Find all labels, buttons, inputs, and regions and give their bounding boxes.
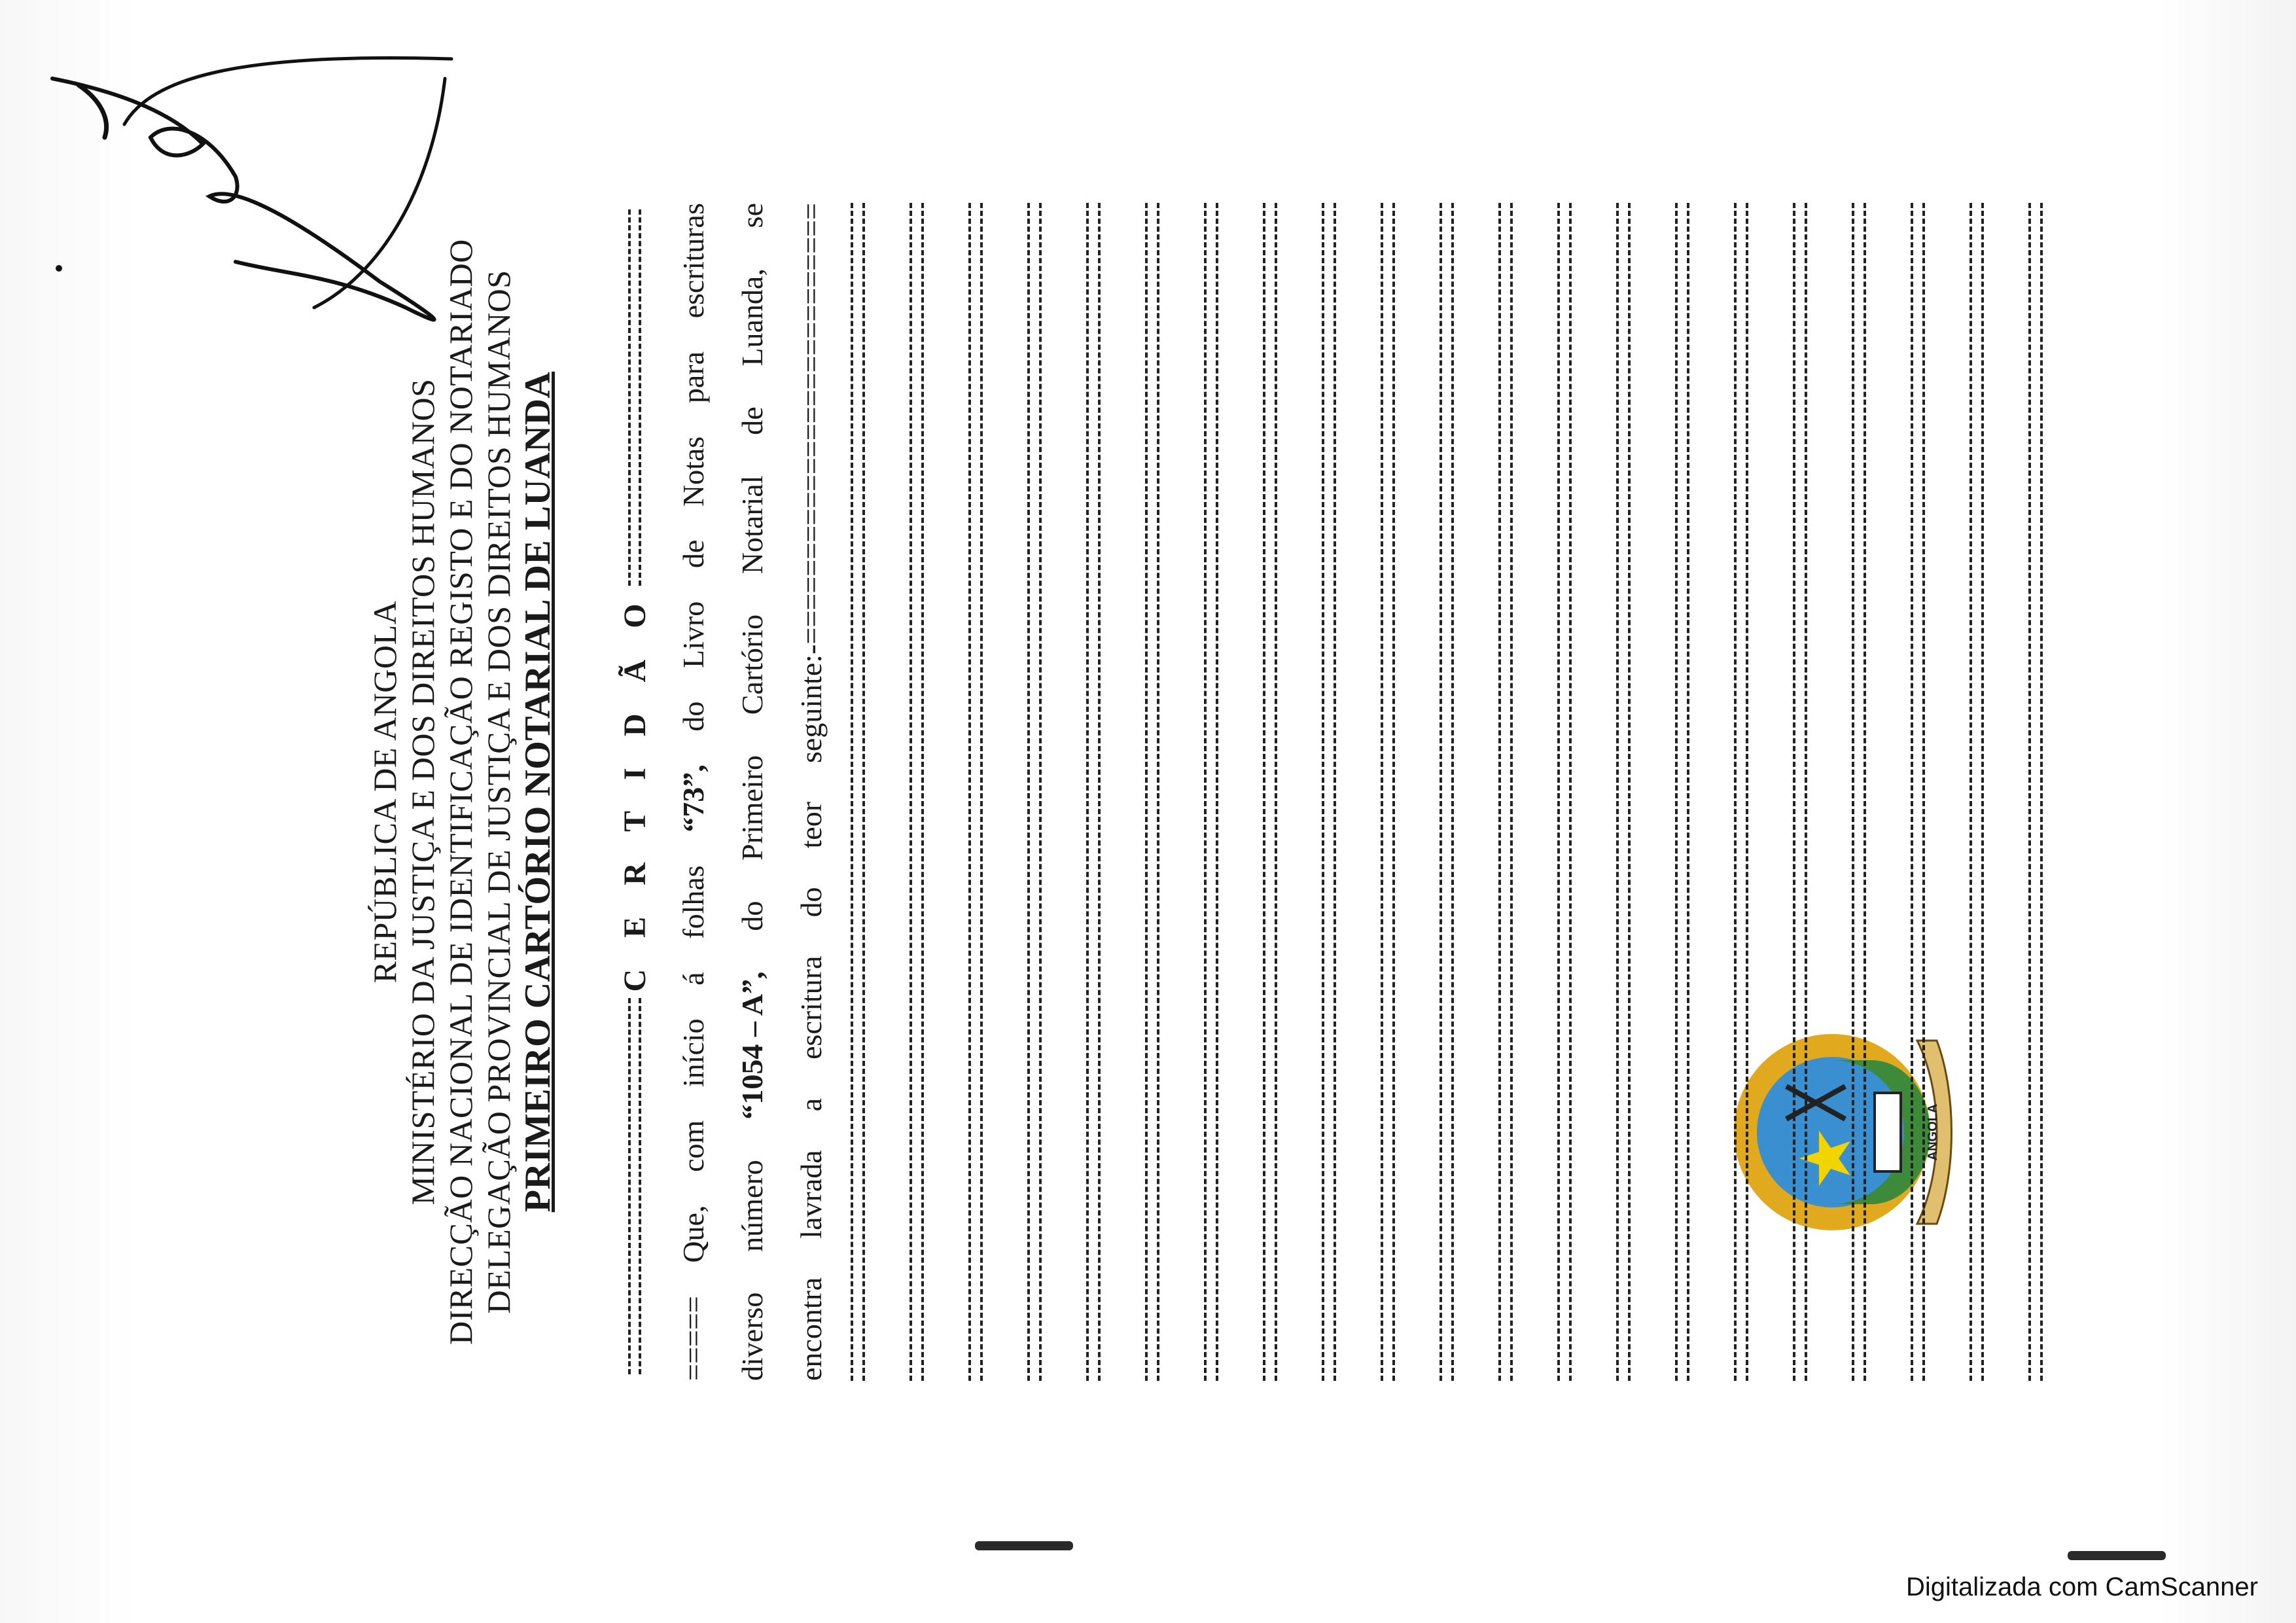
word: Primeiro xyxy=(735,755,769,861)
paragraph-line-1 xyxy=(674,203,713,1381)
emblem-label: ANGOLA xyxy=(1926,1103,1940,1161)
title-dash-left xyxy=(628,998,641,1374)
fill-line xyxy=(1852,203,1866,1381)
fill-line xyxy=(1145,203,1159,1381)
fill-line xyxy=(1498,203,1513,1381)
paragraph-line-2 xyxy=(733,203,772,1381)
word: início xyxy=(677,1018,710,1088)
fill-line xyxy=(1263,203,1277,1381)
word: de xyxy=(735,406,769,435)
word: folhas xyxy=(677,865,710,939)
fill-line xyxy=(2028,203,2043,1381)
word: Que, xyxy=(677,1205,710,1263)
word: de xyxy=(677,539,710,569)
word: encontra xyxy=(794,1277,828,1381)
header-notary-office: PRIMEIRO CARTÓRIO NOTARIAL DE LUANDA xyxy=(518,371,558,1213)
fill-line xyxy=(1204,203,1218,1381)
staple-mark xyxy=(2068,1551,2166,1560)
word: Notas xyxy=(677,436,710,507)
word: diverso xyxy=(735,1292,769,1381)
word-bold: “73”, xyxy=(677,764,710,832)
fill-line xyxy=(1675,203,1689,1381)
fill-line xyxy=(910,203,924,1381)
word: á xyxy=(677,972,710,986)
fill-line xyxy=(968,203,983,1381)
word: do xyxy=(794,887,828,918)
staple-mark xyxy=(975,1541,1073,1550)
word: escrituras xyxy=(677,203,710,319)
word: com xyxy=(677,1120,710,1172)
word: escritura xyxy=(794,955,828,1060)
fill-line xyxy=(1969,203,1984,1381)
fill-line xyxy=(1911,203,1925,1381)
fill-line xyxy=(1322,203,1336,1381)
header-ministry: MINISTÉRIO DA JUSTIÇA E DOS DIREITOS HUMANOS xyxy=(404,378,441,1205)
certificate-title-row xyxy=(615,203,654,1381)
scanner-watermark: Digitalizada com CamScanner xyxy=(1905,1573,2258,1601)
header-delegation: DELEGAÇÃO PROVINCIAL DE JUSTIÇA E DOS DIREITOS HUMANOS xyxy=(480,270,517,1314)
word: do xyxy=(677,701,710,732)
word: para xyxy=(677,351,710,404)
word: Luanda, xyxy=(735,268,769,366)
word: ===== xyxy=(677,1296,710,1381)
fill-line xyxy=(1734,203,1748,1381)
word: lavrada xyxy=(794,1150,828,1239)
word: Cartório xyxy=(735,614,769,715)
word-bold: “1054 – A”, xyxy=(735,971,769,1120)
word: teor xyxy=(794,801,828,849)
word: Notarial xyxy=(735,475,769,575)
header-republic: REPÚBLICA DE ANGOLA xyxy=(366,600,403,984)
fill-line xyxy=(1793,203,1807,1381)
word: se xyxy=(735,203,769,228)
fill-line xyxy=(851,203,865,1381)
word: a xyxy=(794,1097,828,1112)
fill-line xyxy=(1557,203,1572,1381)
document-body xyxy=(366,203,2107,1381)
fill-line xyxy=(1381,203,1395,1381)
word: do xyxy=(735,901,769,931)
paragraph-line-3 xyxy=(792,203,831,1381)
fill-line xyxy=(1616,203,1631,1381)
word: número xyxy=(735,1160,769,1252)
fill-line xyxy=(1439,203,1454,1381)
certificate-title: C E R T I D Ã O xyxy=(617,592,652,992)
fill-line xyxy=(1086,203,1101,1381)
word: seguinte:-========================== xyxy=(794,203,828,763)
header-direction: DIRECÇÃO NACIONAL DE IDENTIFICAÇÃO REGISTO E DO NOTARIADO xyxy=(442,239,479,1345)
fill-line xyxy=(1027,203,1042,1381)
word: Livro xyxy=(677,601,710,668)
title-dash-right xyxy=(628,209,641,586)
